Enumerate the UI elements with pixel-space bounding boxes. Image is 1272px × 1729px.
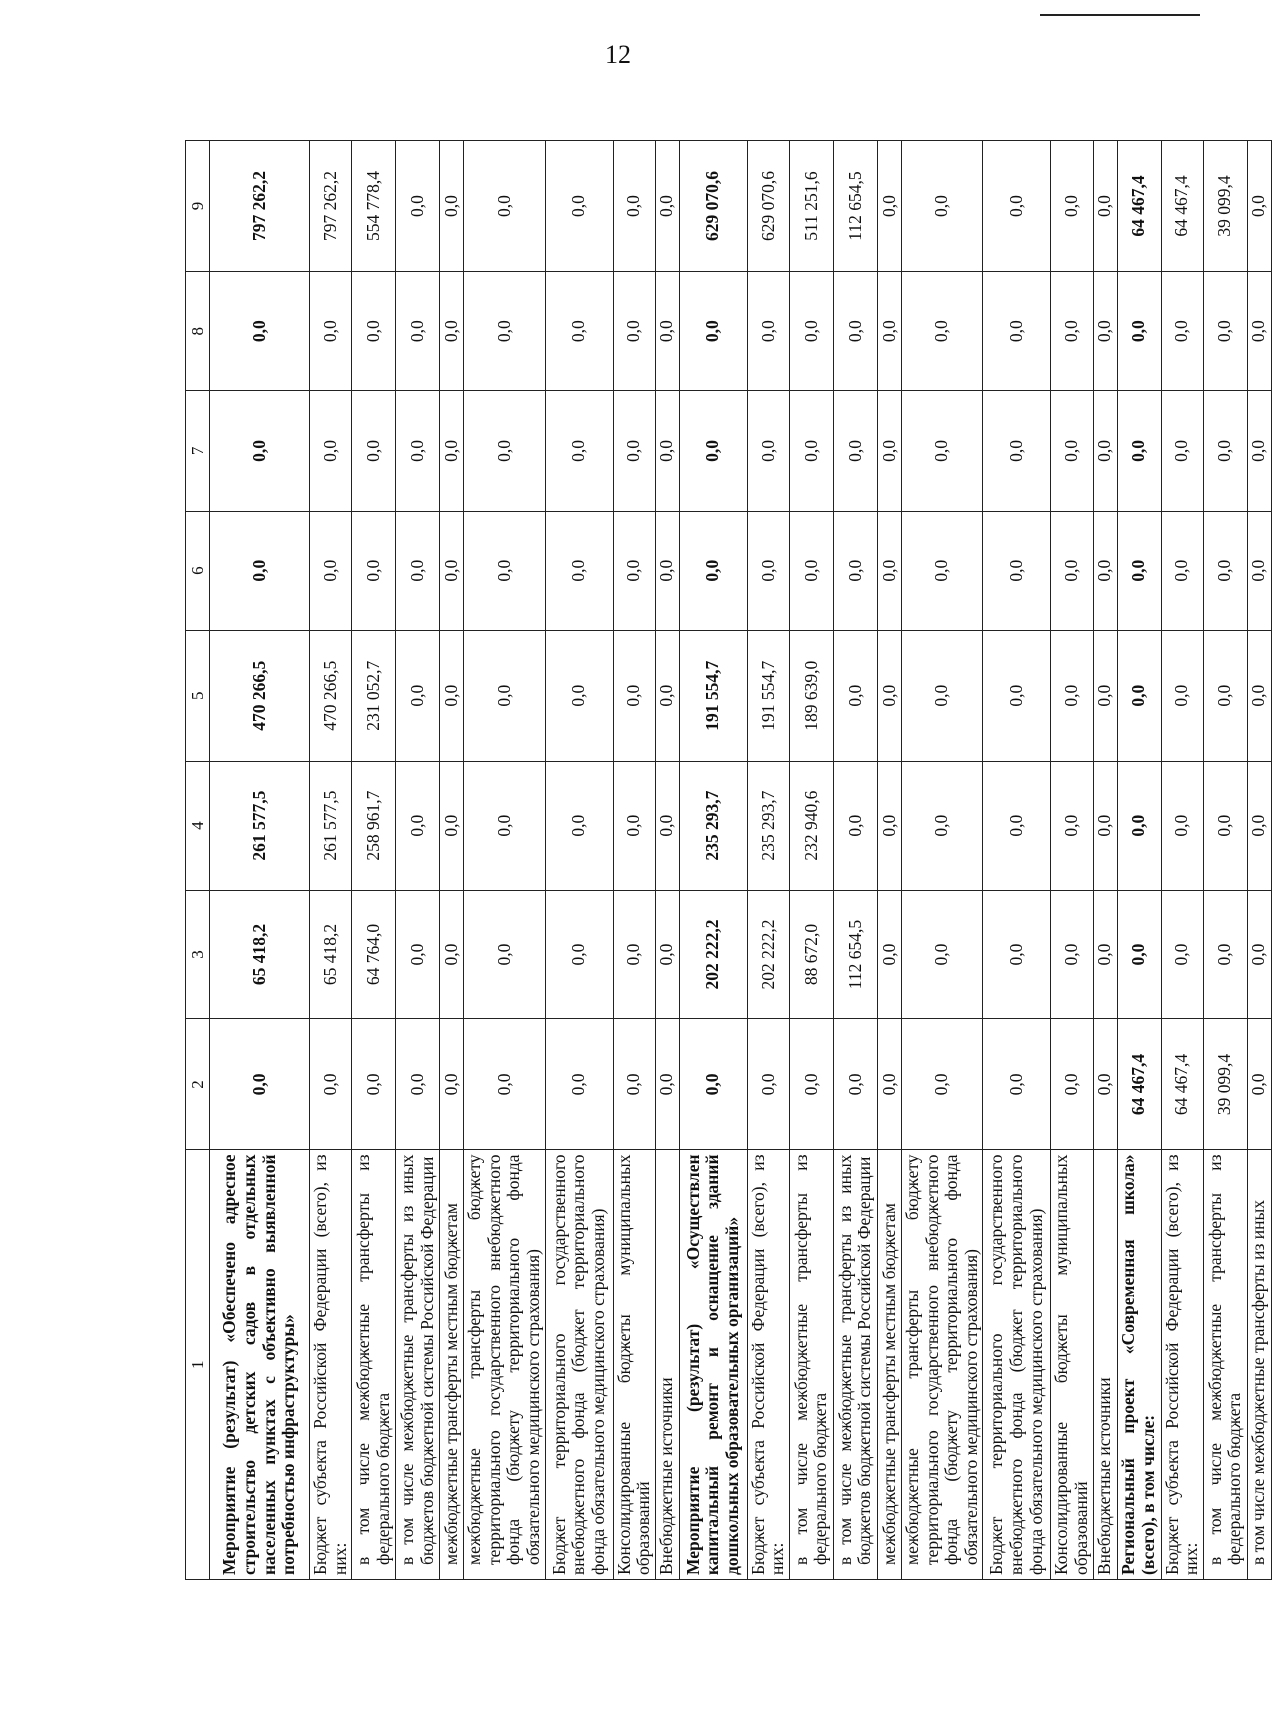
value-cell: 0,0 — [210, 1019, 310, 1150]
value-cell: 0,0 — [440, 141, 464, 272]
value-cell: 0,0 — [1051, 272, 1093, 391]
column-header: 5 — [186, 630, 210, 761]
column-header: 2 — [186, 1019, 210, 1150]
table-row — [679, 141, 747, 1580]
value-cell: 112 654,5 — [833, 890, 877, 1019]
value-cell: 0,0 — [1247, 761, 1271, 890]
value-cell: 258 961,7 — [352, 761, 396, 890]
value-cell: 0,0 — [877, 272, 901, 391]
value-cell: 0,0 — [1161, 890, 1203, 1019]
value-cell: 0,0 — [613, 1019, 655, 1150]
header-row — [186, 141, 210, 1580]
value-cell: 0,0 — [877, 1019, 901, 1150]
value-cell: 0,0 — [679, 1019, 747, 1150]
value-cell: 0,0 — [396, 391, 440, 511]
row-label: в том числе межбюджетные трансферты из иных — [1247, 1150, 1271, 1580]
value-cell: 0,0 — [1093, 272, 1117, 391]
value-cell: 0,0 — [464, 890, 545, 1019]
value-cell: 0,0 — [1203, 272, 1247, 391]
table-row — [440, 141, 464, 1580]
table-row — [789, 141, 833, 1580]
value-cell: 0,0 — [310, 1019, 352, 1150]
row-label: Бюджет субъекта Российской Федерации (всего), из них: — [1161, 1150, 1203, 1580]
value-cell: 0,0 — [1117, 511, 1161, 630]
value-cell: 0,0 — [1247, 1019, 1271, 1150]
value-cell: 0,0 — [833, 1019, 877, 1150]
value-cell: 39 099,4 — [1203, 141, 1247, 272]
value-cell: 0,0 — [1247, 141, 1271, 272]
value-cell: 0,0 — [1117, 761, 1161, 890]
value-cell: 470 266,5 — [310, 630, 352, 761]
table-row — [747, 141, 789, 1580]
value-cell: 0,0 — [1051, 511, 1093, 630]
value-cell: 0,0 — [1117, 272, 1161, 391]
value-cell: 39 099,4 — [1203, 1019, 1247, 1150]
table-row — [983, 141, 1051, 1580]
value-cell: 0,0 — [396, 761, 440, 890]
value-cell: 0,0 — [983, 141, 1051, 272]
value-cell: 0,0 — [877, 391, 901, 511]
value-cell: 112 654,5 — [833, 141, 877, 272]
value-cell: 0,0 — [210, 272, 310, 391]
row-label: межбюджетные трансферты местным бюджетам — [877, 1150, 901, 1580]
value-cell: 64 467,4 — [1161, 1019, 1203, 1150]
value-cell: 0,0 — [613, 272, 655, 391]
value-cell: 0,0 — [396, 272, 440, 391]
row-label: Бюджет территориального государственного внебюджетного фонда (бюджет территориального фонда обязательного медицинского страхования) — [545, 1150, 613, 1580]
value-cell: 0,0 — [1051, 1019, 1093, 1150]
value-cell: 0,0 — [901, 890, 982, 1019]
value-cell: 0,0 — [1051, 141, 1093, 272]
value-cell: 0,0 — [877, 890, 901, 1019]
value-cell: 0,0 — [613, 511, 655, 630]
value-cell: 0,0 — [1117, 630, 1161, 761]
value-cell: 0,0 — [655, 141, 679, 272]
value-cell: 0,0 — [210, 391, 310, 511]
value-cell: 0,0 — [210, 511, 310, 630]
table-row — [655, 141, 679, 1580]
value-cell: 0,0 — [352, 511, 396, 630]
value-cell: 0,0 — [983, 272, 1051, 391]
value-cell: 0,0 — [1247, 890, 1271, 1019]
value-cell: 0,0 — [1161, 511, 1203, 630]
value-cell: 0,0 — [464, 141, 545, 272]
budget-table — [185, 140, 1272, 1580]
value-cell: 0,0 — [1203, 630, 1247, 761]
value-cell: 0,0 — [1117, 890, 1161, 1019]
value-cell: 65 418,2 — [310, 890, 352, 1019]
value-cell: 0,0 — [901, 272, 982, 391]
row-label: в том числе межбюджетные трансферты из федерального бюджета — [1203, 1150, 1247, 1580]
column-header: 9 — [186, 141, 210, 272]
value-cell: 0,0 — [655, 1019, 679, 1150]
value-cell: 0,0 — [901, 141, 982, 272]
value-cell: 64 764,0 — [352, 890, 396, 1019]
value-cell: 0,0 — [1203, 761, 1247, 890]
value-cell: 0,0 — [545, 511, 613, 630]
value-cell: 0,0 — [396, 630, 440, 761]
value-cell: 0,0 — [833, 272, 877, 391]
value-cell: 0,0 — [655, 391, 679, 511]
value-cell: 0,0 — [983, 890, 1051, 1019]
value-cell: 261 577,5 — [210, 761, 310, 890]
value-cell: 0,0 — [613, 141, 655, 272]
value-cell: 0,0 — [613, 630, 655, 761]
value-cell: 0,0 — [833, 511, 877, 630]
value-cell: 0,0 — [789, 391, 833, 511]
table-row — [210, 141, 310, 1580]
value-cell: 0,0 — [396, 511, 440, 630]
row-label: Мероприятие (результат) «Обеспечено адресное строительство детских садов в отдельных населенных пунктах с объективно выявленной потребностью инфраструктуры» — [210, 1150, 310, 1580]
value-cell: 64 467,4 — [1161, 141, 1203, 272]
value-cell: 0,0 — [655, 761, 679, 890]
table-row — [833, 141, 877, 1580]
value-cell: 65 418,2 — [210, 890, 310, 1019]
value-cell: 0,0 — [833, 391, 877, 511]
value-cell: 0,0 — [310, 511, 352, 630]
table-row — [1161, 141, 1203, 1580]
table-row — [545, 141, 613, 1580]
value-cell: 0,0 — [1093, 761, 1117, 890]
value-cell: 0,0 — [464, 630, 545, 761]
row-label: межбюджетные трансферты бюджету территориального государственного внебюджетного фонда (бюджету территориального фонда обязательного медицинского страхования) — [901, 1150, 982, 1580]
value-cell: 0,0 — [1051, 630, 1093, 761]
value-cell: 0,0 — [983, 630, 1051, 761]
row-label: Бюджет территориального государственного внебюджетного фонда (бюджет территориального фонда обязательного медицинского страхования) — [983, 1150, 1051, 1580]
value-cell: 64 467,4 — [1117, 1019, 1161, 1150]
value-cell: 0,0 — [901, 1019, 982, 1150]
value-cell: 0,0 — [983, 391, 1051, 511]
column-header: 1 — [186, 1150, 210, 1580]
table-row — [396, 141, 440, 1580]
value-cell: 0,0 — [679, 511, 747, 630]
value-cell: 0,0 — [440, 761, 464, 890]
value-cell: 235 293,7 — [679, 761, 747, 890]
value-cell: 0,0 — [1051, 761, 1093, 890]
rotated-table-container — [185, 140, 1269, 1580]
value-cell: 0,0 — [901, 630, 982, 761]
value-cell: 554 778,4 — [352, 141, 396, 272]
value-cell: 0,0 — [655, 890, 679, 1019]
value-cell: 0,0 — [747, 391, 789, 511]
value-cell: 0,0 — [679, 391, 747, 511]
value-cell: 0,0 — [877, 511, 901, 630]
value-cell: 189 639,0 — [789, 630, 833, 761]
table-row — [464, 141, 545, 1580]
value-cell: 0,0 — [440, 511, 464, 630]
value-cell: 0,0 — [655, 630, 679, 761]
value-cell: 0,0 — [833, 761, 877, 890]
value-cell: 0,0 — [789, 1019, 833, 1150]
table-row — [352, 141, 396, 1580]
value-cell: 0,0 — [464, 391, 545, 511]
value-cell: 0,0 — [396, 1019, 440, 1150]
value-cell: 0,0 — [789, 511, 833, 630]
row-label: в том числе межбюджетные трансферты из иных бюджетов бюджетной системы Российской Федерации — [396, 1150, 440, 1580]
value-cell: 0,0 — [440, 391, 464, 511]
table-row — [1117, 141, 1161, 1580]
value-cell: 231 052,7 — [352, 630, 396, 761]
row-label: межбюджетные трансферты бюджету территориального государственного внебюджетного фонда (бюджету территориального фонда обязательного медицинского страхования) — [464, 1150, 545, 1580]
top-rule — [1040, 14, 1200, 16]
value-cell: 0,0 — [613, 391, 655, 511]
value-cell: 0,0 — [1093, 890, 1117, 1019]
value-cell: 0,0 — [545, 141, 613, 272]
value-cell: 0,0 — [396, 141, 440, 272]
value-cell: 0,0 — [1093, 391, 1117, 511]
value-cell: 0,0 — [655, 511, 679, 630]
value-cell: 0,0 — [545, 630, 613, 761]
value-cell: 0,0 — [1161, 761, 1203, 890]
value-cell: 0,0 — [440, 272, 464, 391]
value-cell: 0,0 — [983, 761, 1051, 890]
row-label: Консолидированные бюджеты муниципальных образований — [613, 1150, 655, 1580]
value-cell: 0,0 — [877, 141, 901, 272]
value-cell: 0,0 — [464, 1019, 545, 1150]
value-cell: 797 262,2 — [310, 141, 352, 272]
row-label: Консолидированные бюджеты муниципальных образований — [1051, 1150, 1093, 1580]
value-cell: 0,0 — [464, 511, 545, 630]
value-cell: 0,0 — [310, 391, 352, 511]
column-header: 8 — [186, 272, 210, 391]
value-cell: 0,0 — [1093, 511, 1117, 630]
row-label: Мероприятие (результат) «Осуществлен капитальный ремонт и оснащение зданий дошкольных образовательных организаций» — [679, 1150, 747, 1580]
row-label: в том числе межбюджетные трансферты из федерального бюджета — [789, 1150, 833, 1580]
value-cell: 0,0 — [1117, 391, 1161, 511]
value-cell: 0,0 — [1203, 511, 1247, 630]
table-row — [1247, 141, 1271, 1580]
value-cell: 0,0 — [1093, 141, 1117, 272]
page-number: 12 — [605, 40, 631, 69]
value-cell: 0,0 — [747, 511, 789, 630]
column-header: 4 — [186, 761, 210, 890]
value-cell: 0,0 — [1051, 391, 1093, 511]
column-header: 7 — [186, 391, 210, 511]
value-cell: 0,0 — [877, 761, 901, 890]
table-row — [901, 141, 982, 1580]
value-cell: 0,0 — [352, 272, 396, 391]
value-cell: 629 070,6 — [679, 141, 747, 272]
value-cell: 0,0 — [440, 630, 464, 761]
value-cell: 629 070,6 — [747, 141, 789, 272]
value-cell: 0,0 — [352, 1019, 396, 1150]
value-cell: 64 467,4 — [1117, 141, 1161, 272]
value-cell: 0,0 — [1203, 890, 1247, 1019]
row-label: в том числе межбюджетные трансферты из федерального бюджета — [352, 1150, 396, 1580]
value-cell: 202 222,2 — [747, 890, 789, 1019]
value-cell: 88 672,0 — [789, 890, 833, 1019]
value-cell: 0,0 — [1161, 630, 1203, 761]
value-cell: 261 577,5 — [310, 761, 352, 890]
value-cell: 0,0 — [1051, 890, 1093, 1019]
value-cell: 0,0 — [1093, 630, 1117, 761]
value-cell: 0,0 — [464, 761, 545, 890]
table-row — [1093, 141, 1117, 1580]
value-cell: 0,0 — [1161, 272, 1203, 391]
value-cell: 0,0 — [655, 272, 679, 391]
value-cell: 0,0 — [833, 630, 877, 761]
table-row — [1203, 141, 1247, 1580]
value-cell: 191 554,7 — [747, 630, 789, 761]
row-label: Внебюджетные источники — [1093, 1150, 1117, 1580]
value-cell: 0,0 — [1247, 272, 1271, 391]
row-label: Региональный проект «Современная школа» (всего), в том числе: — [1117, 1150, 1161, 1580]
value-cell: 0,0 — [679, 272, 747, 391]
value-cell: 0,0 — [545, 391, 613, 511]
value-cell: 0,0 — [901, 511, 982, 630]
value-cell: 202 222,2 — [679, 890, 747, 1019]
value-cell: 0,0 — [440, 1019, 464, 1150]
row-label: межбюджетные трансферты местным бюджетам — [440, 1150, 464, 1580]
value-cell: 235 293,7 — [747, 761, 789, 890]
value-cell: 470 266,5 — [210, 630, 310, 761]
value-cell: 0,0 — [789, 272, 833, 391]
value-cell: 0,0 — [1161, 391, 1203, 511]
value-cell: 0,0 — [352, 391, 396, 511]
value-cell: 0,0 — [983, 511, 1051, 630]
value-cell: 0,0 — [396, 890, 440, 1019]
row-label: в том числе межбюджетные трансферты из иных бюджетов бюджетной системы Российской Федерации — [833, 1150, 877, 1580]
row-label: Бюджет субъекта Российской Федерации (всего), из них: — [747, 1150, 789, 1580]
value-cell: 797 262,2 — [210, 141, 310, 272]
column-header: 3 — [186, 890, 210, 1019]
value-cell: 0,0 — [901, 391, 982, 511]
value-cell: 0,0 — [545, 272, 613, 391]
row-label: Бюджет субъекта Российской Федерации (всего), из них: — [310, 1150, 352, 1580]
value-cell: 0,0 — [1247, 391, 1271, 511]
value-cell: 0,0 — [310, 272, 352, 391]
value-cell: 0,0 — [1247, 630, 1271, 761]
value-cell: 0,0 — [440, 890, 464, 1019]
value-cell: 232 940,6 — [789, 761, 833, 890]
value-cell: 0,0 — [545, 761, 613, 890]
column-header: 6 — [186, 511, 210, 630]
value-cell: 0,0 — [545, 1019, 613, 1150]
value-cell: 0,0 — [1093, 1019, 1117, 1150]
value-cell: 191 554,7 — [679, 630, 747, 761]
value-cell: 0,0 — [464, 272, 545, 391]
table-row — [877, 141, 901, 1580]
table-row — [1051, 141, 1093, 1580]
table-row — [310, 141, 352, 1580]
value-cell: 511 251,6 — [789, 141, 833, 272]
value-cell: 0,0 — [613, 890, 655, 1019]
value-cell: 0,0 — [901, 761, 982, 890]
value-cell: 0,0 — [747, 272, 789, 391]
table-body — [210, 141, 1272, 1580]
value-cell: 0,0 — [1203, 391, 1247, 511]
value-cell: 0,0 — [1247, 511, 1271, 630]
table-row — [613, 141, 655, 1580]
value-cell: 0,0 — [613, 761, 655, 890]
value-cell: 0,0 — [545, 890, 613, 1019]
row-label: Внебюджетные источники — [655, 1150, 679, 1580]
value-cell: 0,0 — [747, 1019, 789, 1150]
value-cell: 0,0 — [983, 1019, 1051, 1150]
value-cell: 0,0 — [877, 630, 901, 761]
